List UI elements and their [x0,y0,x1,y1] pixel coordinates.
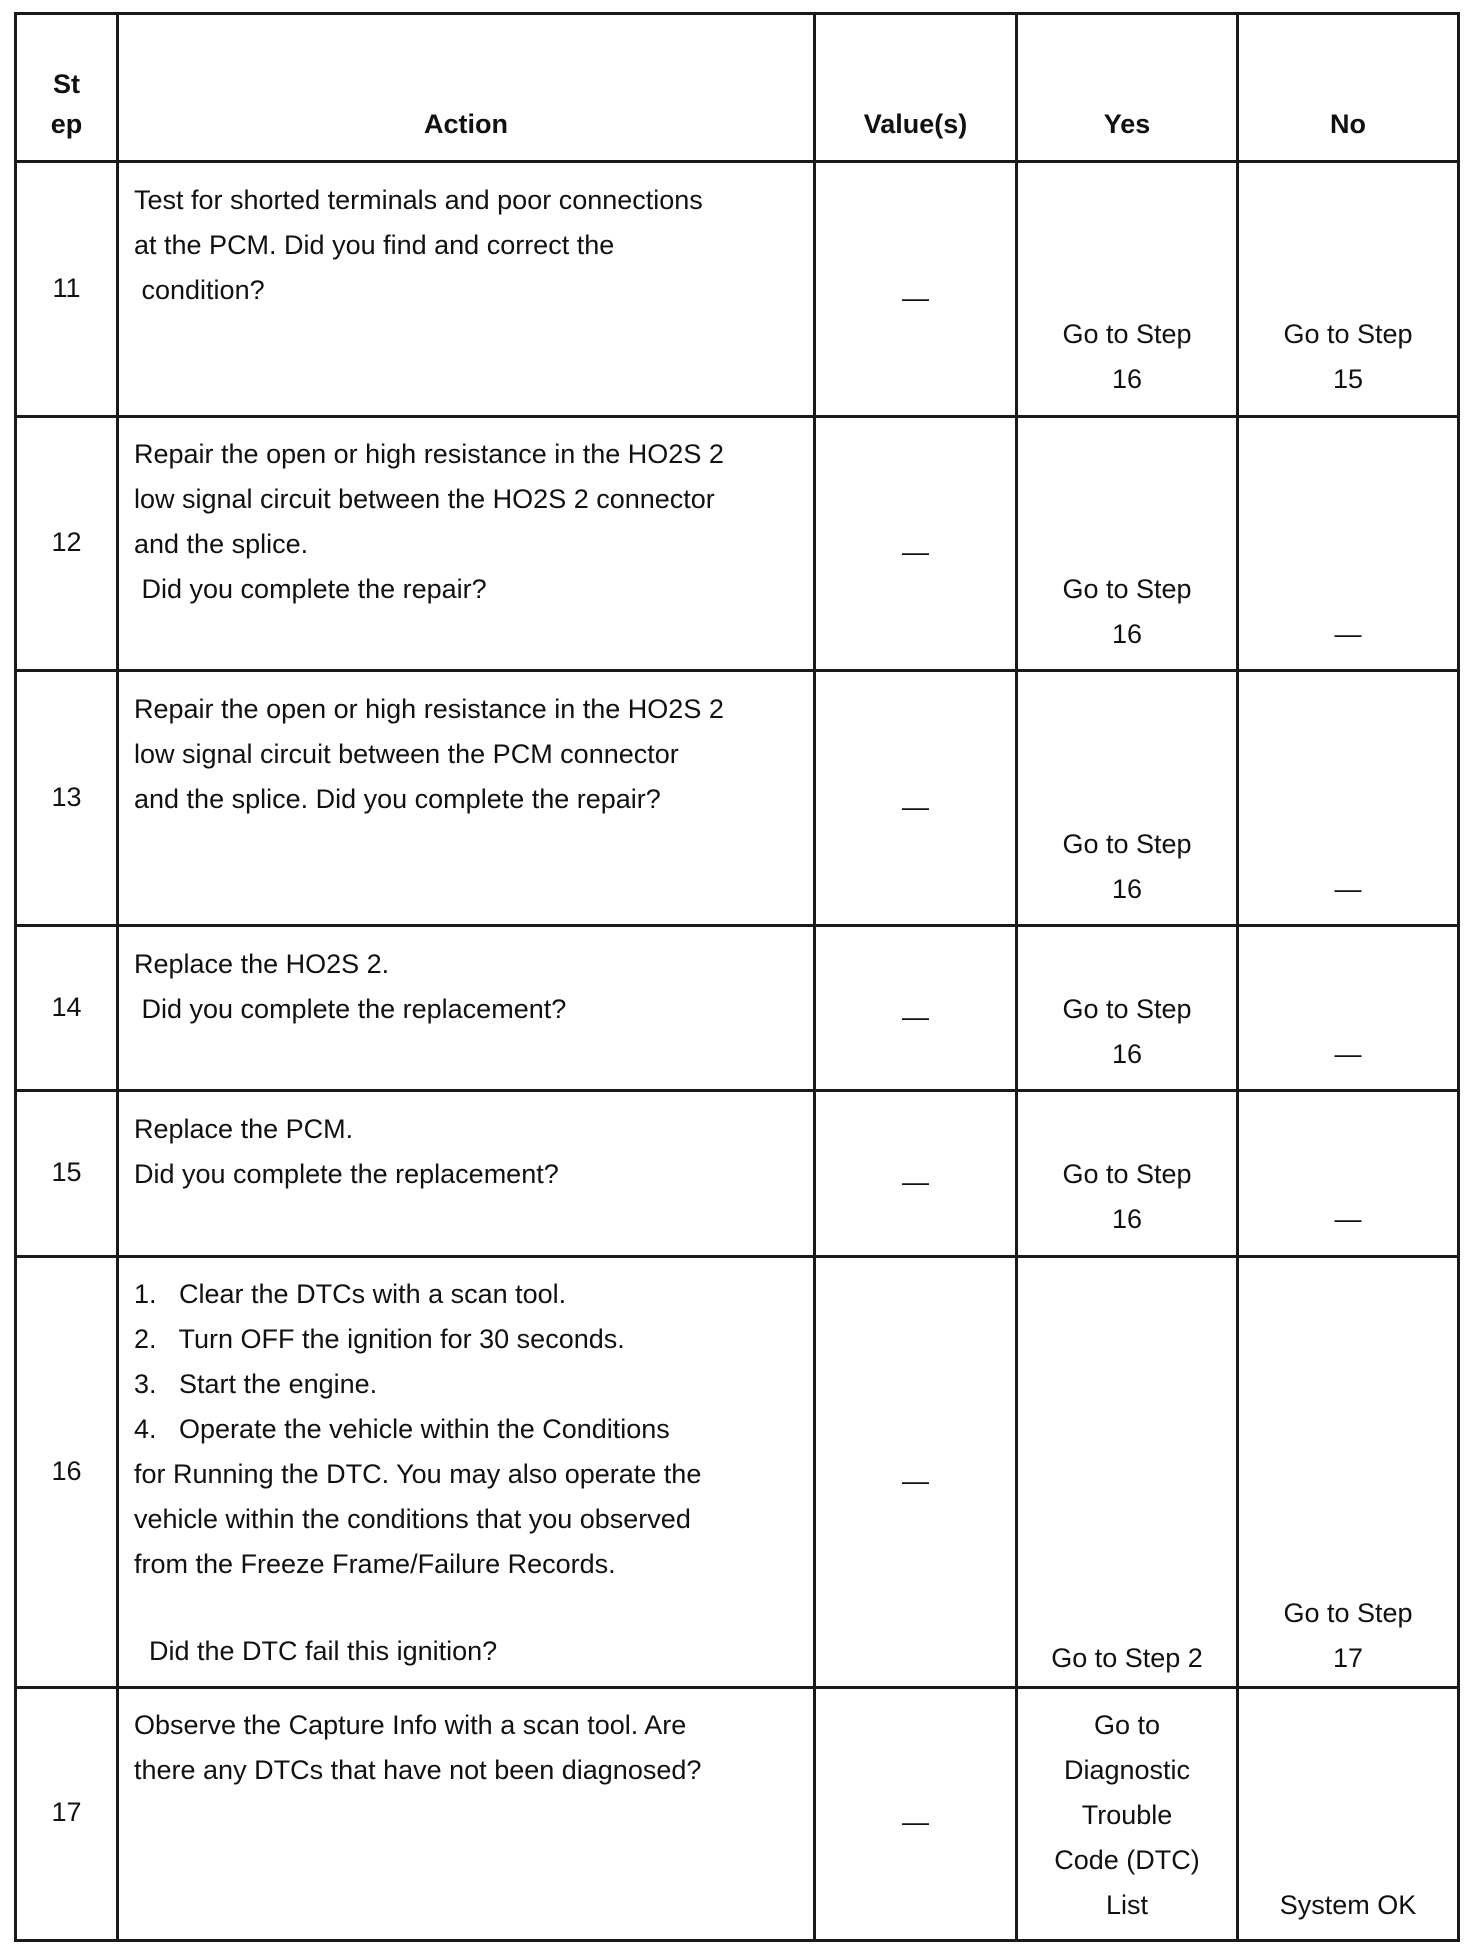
value-cell: — [902,1466,929,1496]
action-text [134,1272,701,1674]
value-cell: — [902,283,929,313]
yes-line: 16 [1111,364,1143,394]
header-divider [14,160,1460,163]
action-line: Did you complete the repair? [134,574,487,604]
step-number: 17 [51,1797,82,1827]
action-line: for Running the DTC. You may also operate the [134,1459,702,1489]
no-cell: — [1334,874,1362,904]
no-line: Go to Step [1283,1598,1413,1628]
step-number: 12 [51,527,82,557]
yes-cell [1018,1152,1236,1242]
step-number: 11 [52,273,81,303]
yes-line: Trouble [1081,1800,1173,1830]
header-values: Value(s) [863,109,968,139]
step-number: 14 [51,992,82,1022]
yes-line: 16 [1111,619,1143,649]
no-cell [1239,312,1457,402]
yes-line: Go to Step [1062,319,1192,349]
row-divider [14,924,1460,927]
header-step [17,64,116,144]
action-text [134,432,724,612]
yes-line: 16 [1111,1204,1143,1234]
action-line: Replace the PCM. [134,1114,354,1144]
table-border-bottom [14,1939,1460,1942]
yes-line: Go to Step [1062,994,1192,1024]
yes-line: Go to Step [1062,574,1192,604]
action-line: 4. Operate the vehicle within the Conditions [134,1414,670,1444]
yes-cell [1018,567,1236,657]
yes-line: 16 [1111,874,1143,904]
action-line: Did the DTC fail this ignition? [134,1636,498,1666]
table-border-right [1457,12,1460,1942]
no-line: 17 [1332,1643,1364,1673]
yes-line: 16 [1111,1039,1143,1069]
row-divider [14,1089,1460,1092]
action-line: 1. Clear the DTCs with a scan tool. [134,1279,567,1309]
yes-cell [1018,312,1236,402]
yes-cell [1018,1703,1236,1928]
no-cell: — [1334,1039,1362,1069]
step-number: 16 [51,1456,82,1486]
action-line: low signal circuit between the PCM connector [134,739,679,769]
action-line: Did you complete the replacement? [134,1159,559,1189]
table-border-top [14,12,1460,15]
action-line: Did you complete the replacement? [134,994,567,1024]
action-line: Replace the HO2S 2. [134,949,390,979]
yes-line: Go to [1093,1710,1161,1740]
no-line: 15 [1332,364,1364,394]
header-step-line: ep [50,109,83,139]
column-divider [116,12,119,1942]
value-cell: — [902,1807,929,1837]
value-cell: — [902,537,929,567]
action-line: Repair the open or high resistance in the HO2S 2 [134,694,724,724]
diagnostic-table [14,12,1460,1942]
value-cell: — [902,1167,929,1197]
header-yes: Yes [1103,109,1151,139]
step-number: 13 [51,782,82,812]
action-line: Repair the open or high resistance in the HO2S 2 [134,439,724,469]
action-line: and the splice. [134,529,309,559]
yes-cell: Go to Step 2 [1051,1643,1203,1673]
yes-line: List [1105,1890,1149,1920]
no-cell: — [1334,619,1362,649]
no-cell: System OK [1279,1890,1417,1920]
action-line: Test for shorted terminals and poor connections [134,185,703,215]
action-text [134,1107,559,1197]
row-divider [14,415,1460,418]
yes-cell [1018,822,1236,912]
yes-line: Go to Step [1062,829,1192,859]
yes-line: Diagnostic [1063,1755,1191,1785]
header-step-line: St [53,69,80,99]
no-cell [1239,1591,1457,1681]
action-line: Observe the Capture Info with a scan tool. Are [134,1710,687,1740]
yes-cell [1018,987,1236,1077]
action-line [134,1587,701,1629]
action-line: condition? [134,275,265,305]
action-line: there any DTCs that have not been diagnosed? [134,1755,702,1785]
action-line: 2. Turn OFF the ignition for 30 seconds. [134,1324,625,1354]
yes-line: Code (DTC) [1054,1845,1200,1875]
no-line: Go to Step [1283,319,1413,349]
step-number: 15 [51,1157,82,1187]
action-line: low signal circuit between the HO2S 2 connector [134,484,715,514]
yes-line: Go to Step [1062,1159,1192,1189]
header-action: Action [424,109,508,139]
action-line: at the PCM. Did you find and correct the [134,230,615,260]
row-divider [14,1686,1460,1689]
row-divider [14,669,1460,672]
action-text [134,1703,701,1793]
value-cell: — [902,1002,929,1032]
value-cell: — [902,792,929,822]
no-cell: — [1334,1204,1362,1234]
action-text [134,178,703,313]
action-text [134,687,724,822]
action-text [134,942,566,1032]
action-line: 3. Start the engine. [134,1369,378,1399]
header-no: No [1330,109,1366,139]
action-line: from the Freeze Frame/Failure Records. [134,1549,616,1579]
row-divider [14,1255,1460,1258]
action-line: vehicle within the conditions that you observed [134,1504,691,1534]
action-line: and the splice. Did you complete the repair? [134,784,661,814]
